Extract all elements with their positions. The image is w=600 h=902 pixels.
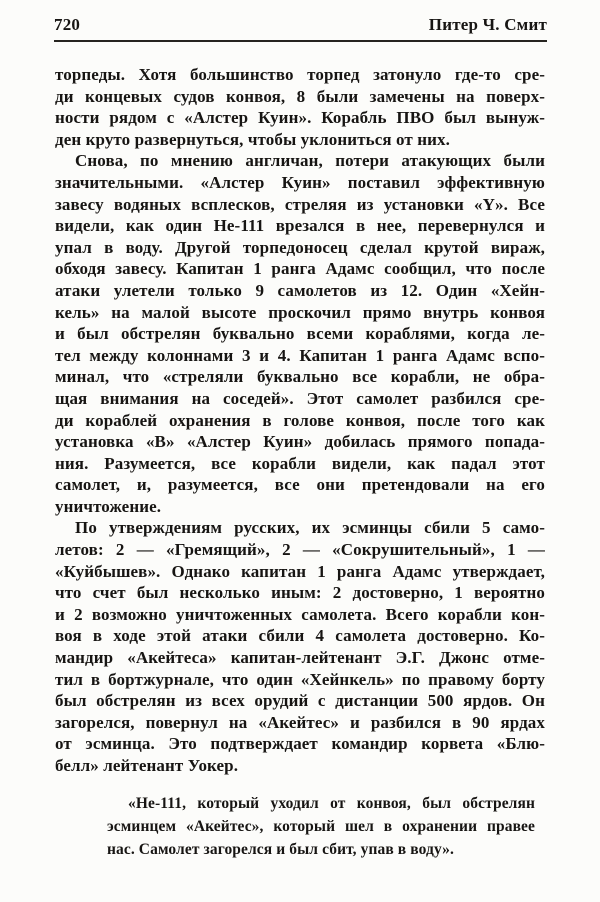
text-line: летов: 2 — «Гремящий», 2 — «Сокрушительный», 1 —: [55, 540, 545, 560]
paragraph-1: [55, 64, 545, 150]
text-line: ния. Разумеется, все корабли видели, как падал этот: [55, 453, 545, 473]
page-header: [54, 15, 547, 42]
quote-line: «Не-111, который уходил от конвоя, был обстрелян: [128, 794, 535, 812]
text-line: завесу водяных всплесков, стреляя из установки «Y». Все: [55, 194, 545, 214]
text-line: тил в бортжурнале, что один «Хейнкель» по правому борту: [55, 669, 545, 689]
text-line: значительными. «Алстер Куин» поставил эффективную: [55, 172, 545, 192]
quote-line: нас. Самолет загорелся и был сбит, упав в воду».: [107, 840, 455, 858]
text-line: торпеды. Хотя большинство торпед затонуло где-то сре-: [55, 65, 545, 84]
paragraph-3: [55, 517, 545, 776]
text-line: По утверждениям русских, их эсминцы сбили 5 само-: [75, 518, 545, 538]
text-line: щая внимания на соседей». Этот самолет разбился сре-: [55, 388, 545, 408]
text-line: ности рядом с «Алстер Куин». Корабль ПВО был вынуж-: [55, 108, 545, 128]
text-line: и 2 возможно уничтоженных самолета. Всего корабли кон-: [55, 604, 545, 624]
text-line: от эсминца. Это подтверждает командир корвета «Блю-: [55, 734, 545, 754]
block-quote: [55, 792, 545, 861]
page-body: [55, 64, 545, 861]
text-line: кель» на малой высоте проскочил прямо внутрь конвоя: [55, 302, 545, 322]
text-line: ди концевых судов конвоя, 8 были замечены на поверх-: [55, 86, 545, 106]
text-line: воя в ходе этой атаки сбили 4 самолета достоверно. Ко-: [55, 626, 545, 646]
text-line: минал, что «стреляли буквально все корабли, не обра-: [55, 367, 545, 387]
text-line: атаки улетели только 9 самолетов из 12. Один «Хейн-: [55, 280, 545, 300]
page-number: 720: [54, 15, 81, 34]
quote-line: эсминцем «Акейтес», который шел в охранении правее: [107, 817, 535, 835]
text-line: загорелся, повернул на «Акейтес» и разбился в 90 ярдах: [55, 712, 545, 732]
text-line: тел между колоннами 3 и 4. Капитан 1 ранга Адамс вспо-: [55, 345, 545, 365]
text-line: обходя завесу. Капитан 1 ранга Адамс сообщил, что после: [55, 259, 545, 279]
text-line: Снова, по мнению англичан, потери атакующих были: [75, 151, 545, 171]
text-line: «Куйбышев». Однако капитан 1 ранга Адамс утверждает,: [55, 561, 545, 581]
text-line: установка «В» «Алстер Куин» добилась прямого попада-: [55, 432, 545, 452]
running-title: Питер Ч. Смит: [428, 15, 547, 34]
text-line: и был обстрелян буквально всеми кораблями, когда ле-: [55, 324, 545, 344]
text-line: уничтожение.: [55, 496, 162, 516]
text-line: был обстрелян из всех орудий с дистанции 500 ярдов. Он: [55, 691, 545, 711]
text-line: упал в воду. Другой торпедоносец сделал крутой вираж,: [55, 237, 545, 257]
text-line: самолет, и, разумеется, все они претендовали на его: [55, 475, 545, 495]
paragraph-2: [55, 150, 545, 517]
text-line: белл» лейтенант Уокер.: [55, 756, 239, 775]
text-line: мандир «Акейтеса» капитан-лейтенант Э.Г. Джонс отме-: [55, 648, 545, 668]
text-line: ди кораблей охранения в голове конвоя, после того как: [55, 410, 545, 430]
text-line: видели, как один Не-111 врезался в нее, перевернулся и: [55, 216, 545, 236]
text-line: что счет был несколько иным: 2 достоверно, 1 вероятно: [55, 583, 545, 603]
text-line: ден круто развернуться, чтобы уклониться от них.: [55, 129, 450, 149]
